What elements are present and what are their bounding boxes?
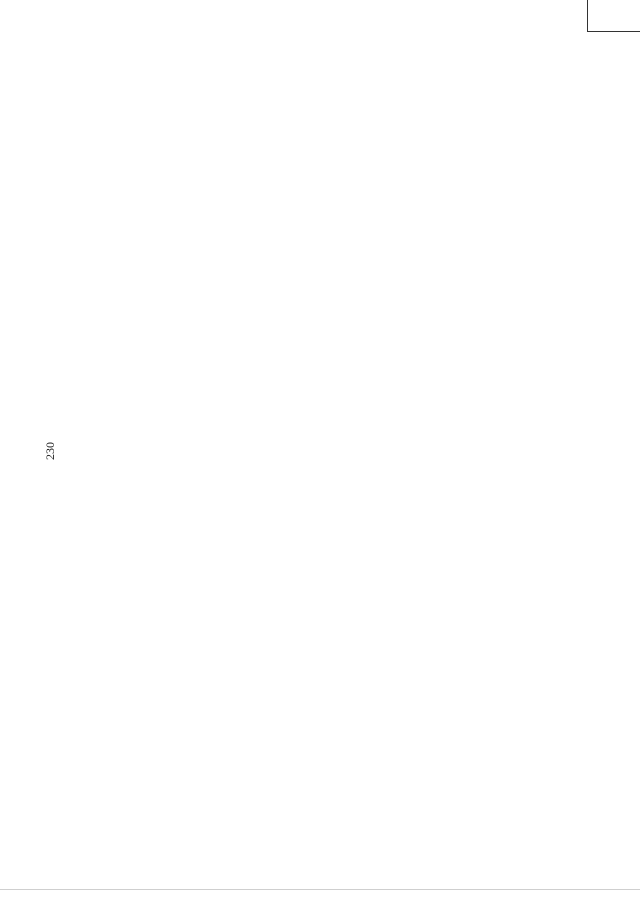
table-row [588,0,640,32]
page-bottom-edge [0,889,640,890]
measures-table [587,0,640,32]
page-number: 230 [43,442,57,460]
blank-column [588,0,640,32]
rotated-table-area [587,0,640,32]
